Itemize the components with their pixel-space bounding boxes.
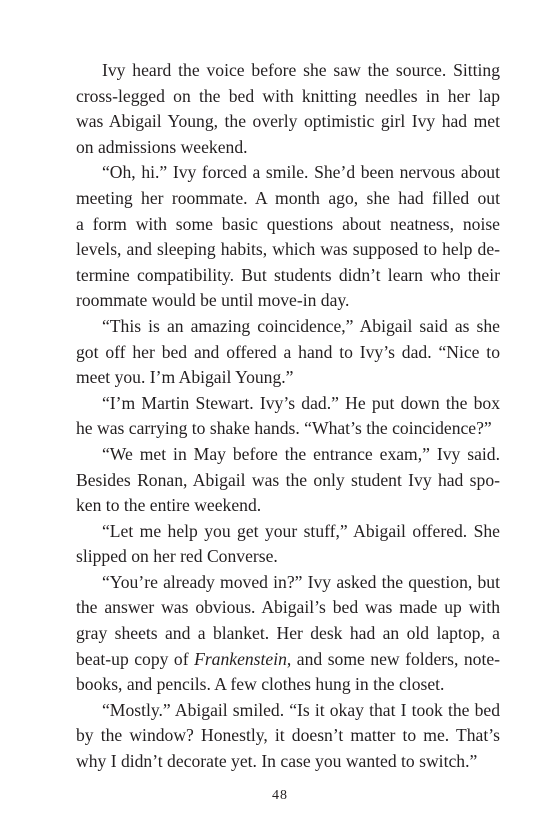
text-line: the answer was obvious. Abigail’s bed was made up with bbox=[76, 597, 500, 618]
text-line: meet you. I’m Abigail Young.” bbox=[76, 367, 294, 388]
paragraph bbox=[76, 160, 500, 314]
paragraph bbox=[76, 391, 500, 442]
paragraph bbox=[76, 698, 500, 775]
text-run: , and some new folders, note- bbox=[286, 648, 500, 669]
text-line: “Oh, hi.” Ivy forced a smile. She’d been nervous about bbox=[102, 162, 500, 183]
text-line: cross-legged on the bed with knitting needles in her lap bbox=[76, 85, 500, 106]
text-run: beat-up copy of bbox=[76, 648, 195, 669]
page-number: 48 bbox=[272, 788, 288, 803]
paragraph bbox=[76, 442, 500, 519]
text-line: roommate would be until move-in day. bbox=[76, 290, 350, 311]
text-line: “We met in May before the entrance exam,” Ivy said. bbox=[102, 443, 500, 464]
text-line: Besides Ronan, Abigail was the only student Ivy had spo- bbox=[76, 469, 500, 490]
text-line: slipped on her red Converse. bbox=[76, 546, 278, 567]
paragraph bbox=[76, 519, 500, 570]
text-line: “I’m Martin Stewart. Ivy’s dad.” He put down the box bbox=[102, 392, 500, 413]
text-line: books, and pencils. A few clothes hung in the closet. bbox=[76, 674, 445, 695]
text-line: meeting her roommate. A month ago, she had filled out bbox=[76, 187, 500, 208]
text-line: got off her bed and offered a hand to Ivy’s dad. “Nice to bbox=[76, 341, 500, 362]
text-line: was Abigail Young, the overly optimistic girl Ivy had met bbox=[76, 111, 500, 132]
text-line: ken to the entire weekend. bbox=[76, 495, 262, 516]
text-line: a form with some basic questions about neatness, noise bbox=[76, 213, 500, 234]
text-line: by the window? Honestly, it doesn’t matter to me. That’s bbox=[76, 725, 500, 746]
paragraph bbox=[76, 570, 500, 698]
paragraph bbox=[76, 58, 500, 160]
book-title: Frankenstein bbox=[194, 648, 287, 669]
text-line: levels, and sleeping habits, which was supposed to help de- bbox=[76, 239, 500, 260]
text-line: “Let me help you get your stuff,” Abigail offered. She bbox=[102, 520, 500, 541]
text-line: termine compatibility. But students didn’t learn who their bbox=[76, 264, 500, 285]
text-line: on admissions weekend. bbox=[76, 136, 248, 157]
text-line bbox=[76, 647, 500, 673]
body-text bbox=[76, 58, 500, 775]
text-line: “Mostly.” Abigail smiled. “Is it okay that I took the bed bbox=[102, 699, 500, 720]
text-line: gray sheets and a blanket. Her desk had an old laptop, a bbox=[76, 623, 500, 644]
text-line: why I didn’t decorate yet. In case you wanted to switch.” bbox=[76, 751, 478, 772]
text-line: Ivy heard the voice before she saw the source. Sitting bbox=[102, 60, 500, 80]
paragraph bbox=[76, 314, 500, 391]
text-line: “This is an amazing coincidence,” Abigail said as she bbox=[102, 315, 500, 336]
text-line: “You’re already moved in?” Ivy asked the question, but bbox=[102, 571, 500, 592]
text-line: he was carrying to shake hands. “What’s the coincidence?” bbox=[76, 418, 492, 439]
